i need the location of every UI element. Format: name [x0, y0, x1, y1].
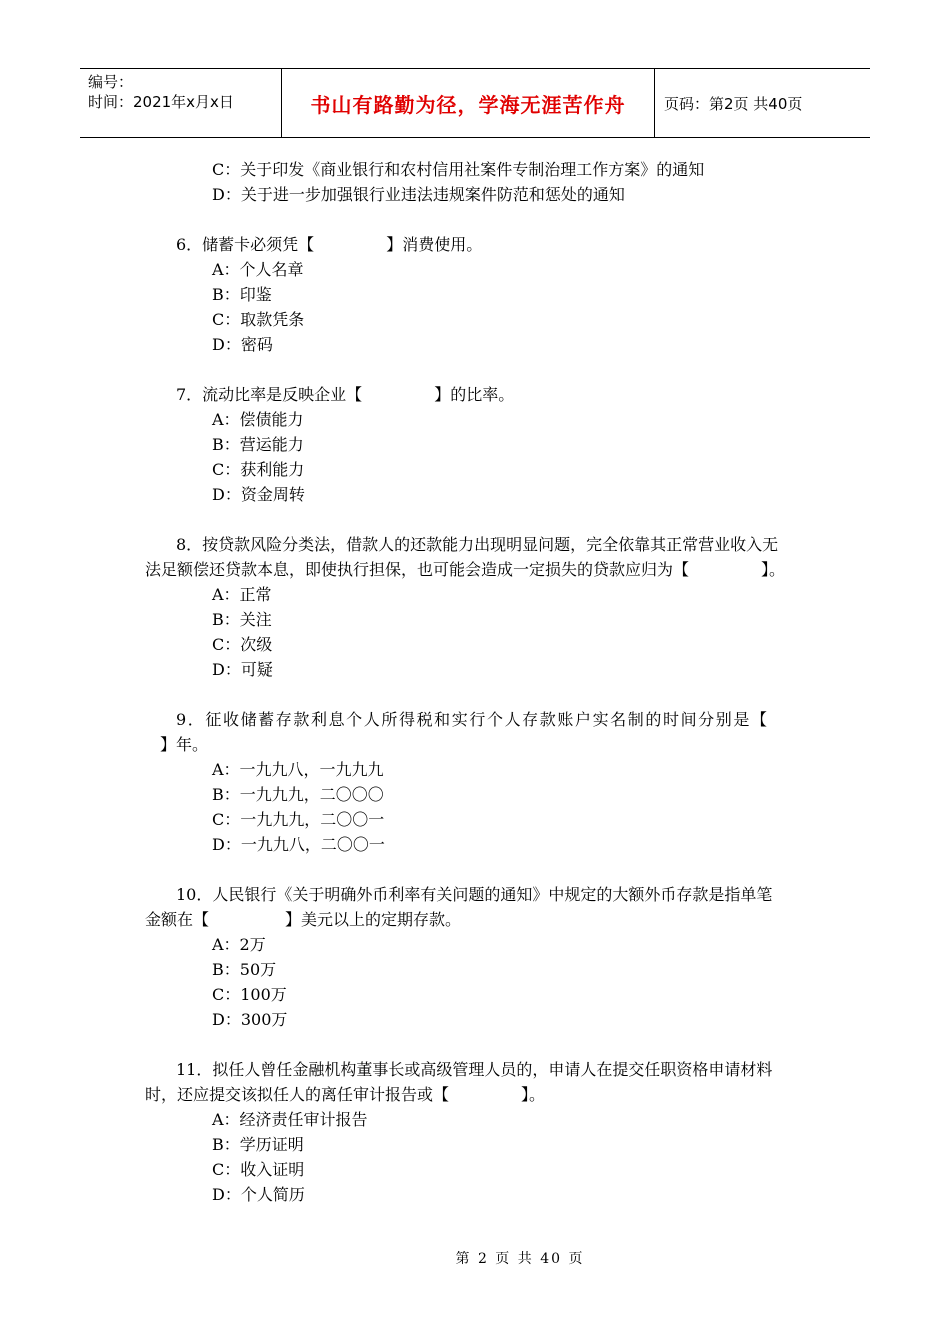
- question-10-cont: [145, 910, 461, 930]
- option-d: D：资金周转: [212, 485, 305, 504]
- option-c: C：收入证明: [212, 1160, 305, 1179]
- option-c: C：100万: [212, 985, 287, 1004]
- question-text: 法足额偿还贷款本息，即使执行担保，也可能会造成一定损失的贷款应归为【: [145, 560, 690, 579]
- option-c: C：一九九九，二〇〇一: [212, 810, 385, 829]
- option-b: B：50万: [212, 960, 277, 979]
- option-c: C：关于印发《商业银行和农村信用社案件专制治理工作方案》的通知: [212, 160, 705, 179]
- time-label: 时间：2021年x月x日: [88, 93, 234, 111]
- option-b: B：印鉴: [212, 285, 272, 304]
- question-10: 10．人民银行《关于明确外币利率有关问题的通知》中规定的大额外币存款是指单笔: [176, 885, 773, 904]
- option-d: D：300万: [212, 1010, 288, 1029]
- option-c: C：取款凭条: [212, 310, 305, 329]
- page-header: [80, 68, 870, 138]
- question-7: [176, 385, 514, 405]
- header-motto: 书山有路勤为径，学海无涯苦作舟: [281, 69, 655, 137]
- page-footer: 第 2 页 共 40 页: [455, 1251, 585, 1267]
- option-d: D：可疑: [212, 660, 273, 679]
- option-c: C：次级: [212, 635, 273, 654]
- option-b: B：营运能力: [212, 435, 304, 454]
- question-text: 】。: [521, 1085, 546, 1104]
- option-a: A：2万: [212, 935, 266, 954]
- option-a: A：个人名章: [212, 260, 304, 279]
- option-c: C：获利能力: [212, 460, 305, 479]
- question-text: 6．储蓄卡必须凭【: [176, 235, 315, 254]
- question-text: 金额在【: [145, 910, 210, 929]
- question-text: 时，还应提交该拟任人的离任审计报告或【: [145, 1085, 450, 1104]
- question-6: [176, 235, 482, 255]
- question-9-cont: 】年。: [160, 735, 209, 754]
- option-a: A：一九九八，一九九九: [212, 760, 384, 779]
- option-b: B：一九九九，二〇〇〇: [212, 785, 384, 804]
- option-b: B：关注: [212, 610, 272, 629]
- header-meta: [80, 69, 280, 137]
- option-d: D：一九九八，二〇〇一: [212, 835, 385, 854]
- option-a: A：偿债能力: [212, 410, 304, 429]
- option-d: D：密码: [212, 335, 273, 354]
- option-d: D：个人简历: [212, 1185, 305, 1204]
- question-11-cont: [145, 1085, 545, 1105]
- question-text: 】。: [761, 560, 786, 579]
- question-text: 】美元以上的定期存款。: [285, 910, 462, 929]
- option-a: A：正常: [212, 585, 272, 604]
- question-text: 】的比率。: [434, 385, 515, 404]
- question-9: 9．征收储蓄存款利息个人所得税和实行个人存款账户实名制的时间分别是【: [176, 710, 769, 729]
- question-8: 8．按贷款风险分类法，借款人的还款能力出现明显问题，完全依靠其正常营业收入无: [176, 535, 779, 554]
- option-a: A：经济责任审计报告: [212, 1110, 368, 1129]
- option-d: D：关于进一步加强银行业违法违规案件防范和惩处的通知: [212, 185, 625, 204]
- question-11: 11．拟任人曾任金融机构董事长或高级管理人员的，申请人在提交任职资格申请材料: [176, 1060, 773, 1079]
- number-label: 编号：: [88, 73, 134, 91]
- question-text: 】消费使用。: [386, 235, 483, 254]
- question-text: 7．流动比率是反映企业【: [176, 385, 363, 404]
- option-b: B：学历证明: [212, 1135, 304, 1154]
- header-page-info: 页码：第2页 共40页: [664, 94, 803, 113]
- question-8-cont: [145, 560, 785, 580]
